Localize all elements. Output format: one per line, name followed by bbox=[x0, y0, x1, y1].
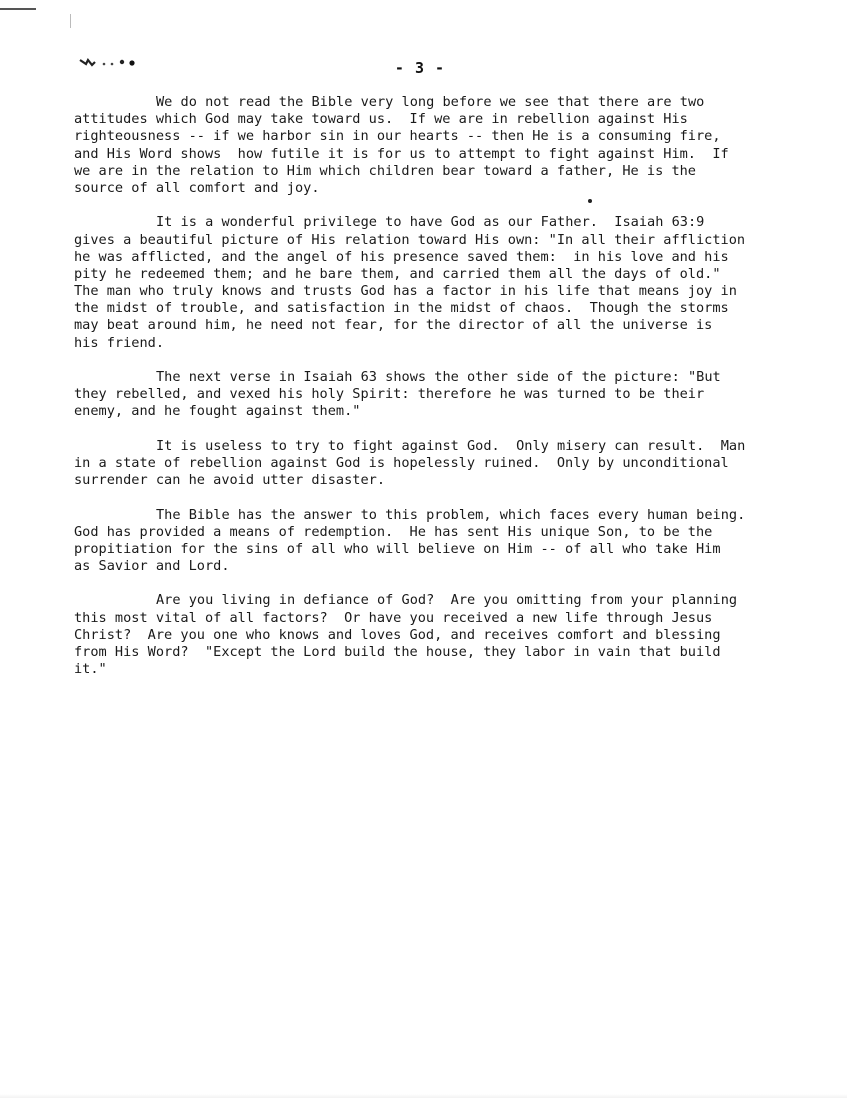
text-line: it." bbox=[74, 661, 107, 678]
text-line: It is useless to try to fight against God. Only misery can result. Man bbox=[156, 437, 746, 454]
text-line: in a state of rebellion against God is hopelessly ruined. Only by unconditional bbox=[74, 454, 729, 471]
text-line: this most vital of all factors? Or have you received a new life through Jesus bbox=[74, 609, 713, 626]
page-number: - 3 - bbox=[394, 59, 446, 77]
text-line: Are you living in defiance of God? Are you omitting from your planning bbox=[156, 592, 738, 609]
text-line: he was afflicted, and the angel of his presence saved them: in his love and his bbox=[74, 248, 729, 265]
text-line: his friend. bbox=[74, 334, 165, 351]
text-line: It is a wonderful privilege to have God as our Father. Isaiah 63:9 bbox=[156, 214, 705, 231]
paragraph-3 bbox=[74, 369, 774, 421]
text-line: and His Word shows how futile it is for us to attempt to fight against Him. If bbox=[74, 145, 729, 162]
text-line: Christ? Are you one who knows and loves God, and receives comfort and blessing bbox=[74, 626, 721, 643]
text-line: may beat around him, he need not fear, for the director of all the universe is bbox=[74, 317, 713, 334]
scan-bottom-edge bbox=[0, 1094, 847, 1098]
text-line: pity he redeemed them; and he bare them, and carried them all the days of old." bbox=[74, 265, 721, 282]
text-line: The man who truly knows and trusts God has a factor in his life that means joy in bbox=[74, 283, 737, 300]
text-line: enemy, and he fought against them." bbox=[74, 403, 361, 420]
text-line: the midst of trouble, and satisfaction in the midst of chaos. Though the storms bbox=[74, 300, 729, 317]
paragraph-2 bbox=[74, 214, 774, 352]
text-line: surrender can he avoid utter disaster. bbox=[74, 472, 385, 489]
text-line: source of all comfort and joy. bbox=[74, 179, 320, 196]
body-text bbox=[74, 94, 774, 696]
text-line: from His Word? "Except the Lord build the house, they labor in vain that build bbox=[74, 644, 721, 660]
text-line: God has provided a means of redemption. He has sent His unique Son, to be the bbox=[74, 523, 713, 540]
text-line: we are in the relation to Him which children bear toward a father, He is the bbox=[74, 162, 696, 179]
text-line: they rebelled, and vexed his holy Spirit: therefore he was turned to be their bbox=[74, 386, 705, 403]
text-line: propitiation for the sins of all who will believe on Him -- of all who take Him bbox=[74, 540, 721, 557]
text-line: The next verse in Isaiah 63 shows the other side of the picture: "But bbox=[156, 369, 721, 385]
scan-tick-mark bbox=[70, 14, 71, 28]
text-line: righteousness -- if we harbor sin in our hearts -- then He is a consuming fire, bbox=[74, 128, 721, 145]
text-line: gives a beautiful picture of His relation toward His own: "In all their affliction bbox=[74, 231, 746, 248]
paragraph-6 bbox=[74, 592, 774, 678]
stray-ink-dot bbox=[588, 199, 592, 203]
paragraph-4 bbox=[74, 438, 774, 490]
scan-edge-mark bbox=[0, 8, 36, 10]
text-line: We do not read the Bible very long before we see that there are two bbox=[156, 94, 705, 110]
paragraph-5 bbox=[74, 507, 774, 576]
text-line: as Savior and Lord. bbox=[74, 558, 230, 575]
paragraph-1 bbox=[74, 94, 774, 197]
text-line: attitudes which God may take toward us. If we are in rebellion against His bbox=[74, 111, 688, 128]
text-line: The Bible has the answer to this problem, which faces every human being. bbox=[156, 506, 746, 523]
ink-smudge bbox=[78, 56, 138, 68]
